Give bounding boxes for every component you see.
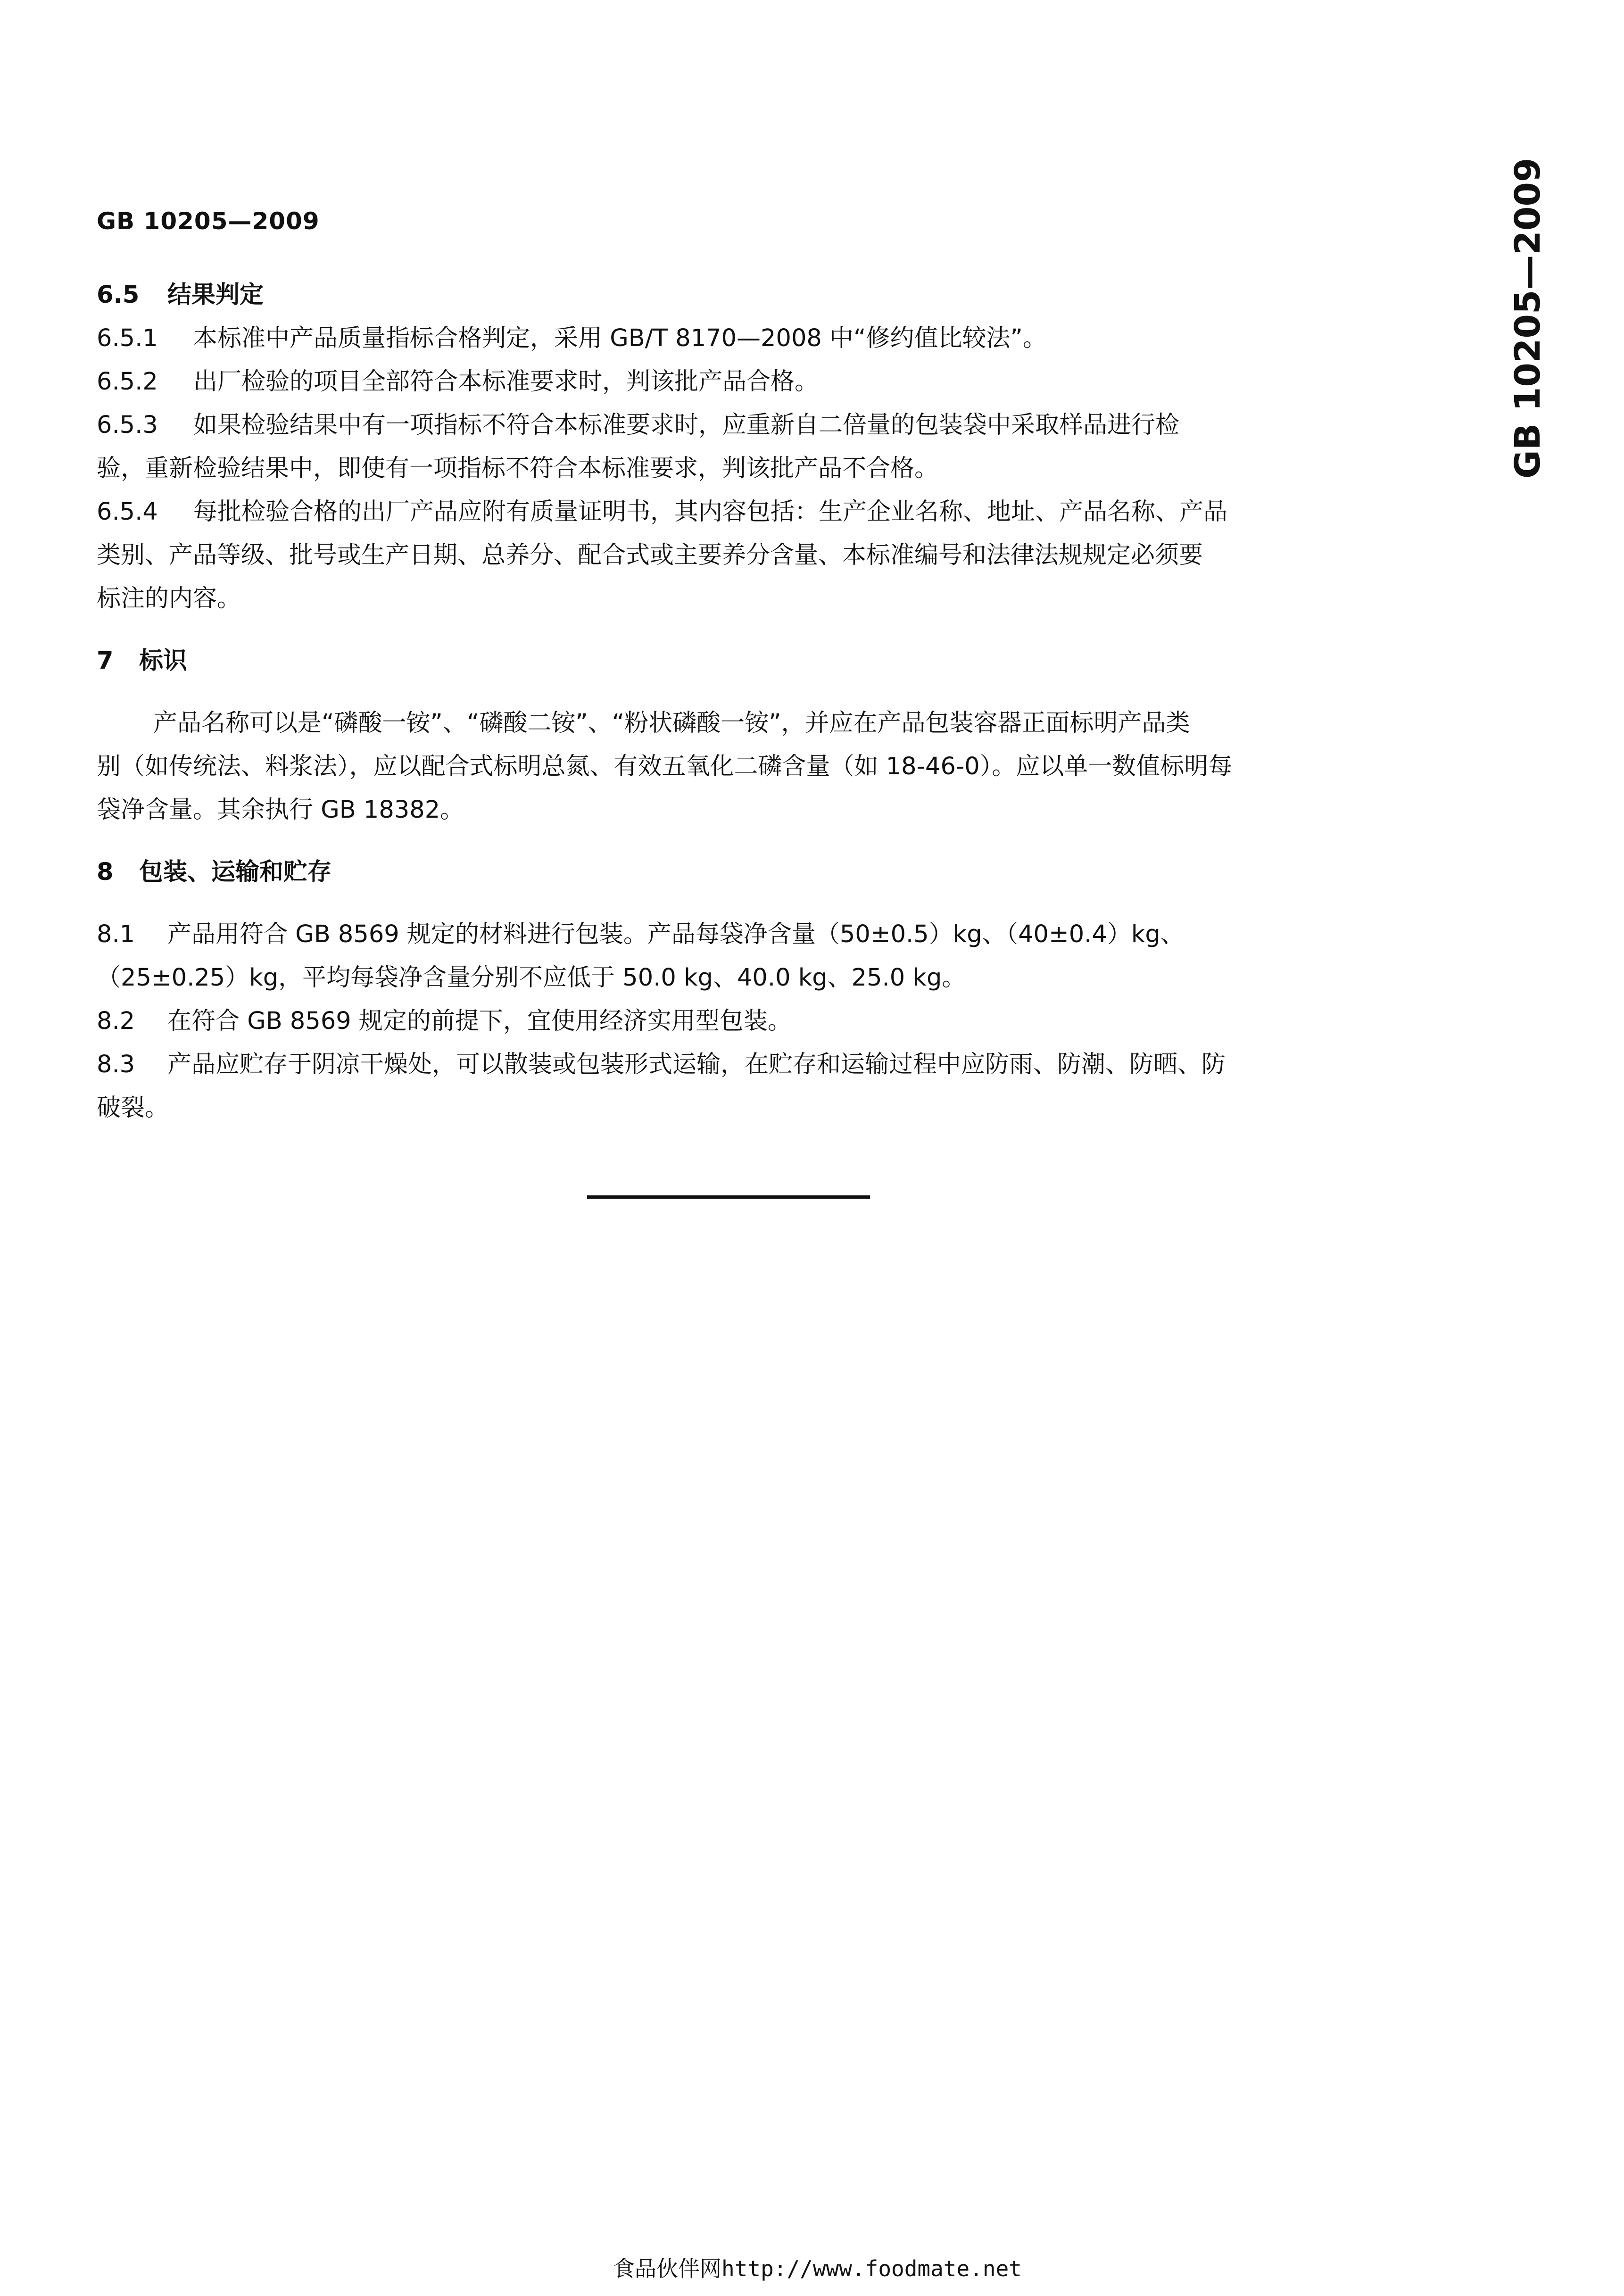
clause-text-line: 每批检验合格的出厂产品应附有质量证明书，其内容包括：生产企业名称、地址、产品名称、产品 [193, 498, 1228, 526]
clause-text-line: （25±0.25）kg，平均每袋净含量分别不应低于 50.0 kg、40.0 kg、25.0 kg。 [97, 964, 966, 992]
clause-text-line: 验，重新检验结果中，即使有一项指标不符合本标准要求，判该批产品不合格。 [97, 455, 939, 482]
footer-watermark: 食品伙伴网http://www.foodmate.net [613, 2256, 1022, 2281]
clause-8-3 [97, 1043, 1370, 1130]
clause-text-line: 产品应贮存于阴凉干燥处，可以散装或包装形式运输，在贮存和运输过程中应防雨、防潮、防晒、防 [167, 1051, 1226, 1078]
clause-number: 8.2 [97, 1007, 135, 1035]
paragraph-line: 别（如传统法、料浆法），应以配合式标明总氮、有效五氧化二磷含量（如 18-46-0）。应以单一数值标明每 [97, 753, 1233, 780]
section-title: 标识 [139, 647, 188, 675]
clause-number: 6.5.2 [97, 368, 158, 396]
document-body [97, 274, 1370, 1130]
end-of-document-rule [587, 1195, 870, 1199]
section-number: 7 [97, 647, 114, 675]
clause-text-line: 破裂。 [97, 1094, 169, 1122]
section-title: 包装、运输和贮存 [139, 858, 332, 886]
clause-number: 6.5.4 [97, 498, 158, 526]
clause-number: 6.5.3 [97, 411, 158, 439]
clause-text-line: 产品用符合 GB 8569 规定的材料进行包装。产品每袋净含量（50±0.5）kg、（40±0.4）kg、 [167, 920, 1185, 948]
clause-text-line: 类别、产品等级、批号或生产日期、总养分、配合式或主要养分含量、本标准编号和法律法规规定必须要 [97, 541, 1203, 569]
clause-text-line: 标注的内容。 [97, 585, 241, 613]
clause-6-5-1 [97, 317, 1370, 360]
paragraph-line: 产品名称可以是“磷酸一铵”、“磷酸二铵”、“粉状磷酸一铵”，并应在产品包装容器正面标明产品类 [153, 709, 1190, 737]
side-document-code: GB 10205—2009 [1508, 157, 1548, 479]
clause-text: 在符合 GB 8569 规定的前提下，宜使用经济实用型包装。 [167, 1007, 792, 1035]
clause-8-2 [97, 1000, 1370, 1043]
clause-number: 8.1 [97, 920, 135, 948]
section-number: 6.5 [97, 281, 140, 309]
document-code-header: GB 10205—2009 [97, 207, 320, 235]
section-7-paragraph [97, 702, 1370, 832]
clause-text: 出厂检验的项目全部符合本标准要求时，判该批产品合格。 [193, 368, 819, 396]
clause-text: 本标准中产品质量指标合格判定，采用 GB/T 8170—2008 中“修约值比较法”。 [193, 324, 1047, 352]
section-6-5-heading [97, 274, 1370, 317]
clause-number: 8.3 [97, 1051, 135, 1078]
clause-8-1 [97, 913, 1370, 1000]
clause-6-5-4 [97, 490, 1370, 621]
section-7-heading [97, 639, 1370, 683]
clause-6-5-2 [97, 360, 1370, 404]
clause-6-5-3 [97, 404, 1370, 490]
section-title: 结果判定 [167, 281, 264, 309]
section-8-heading [97, 851, 1370, 894]
clause-number: 6.5.1 [97, 324, 158, 352]
clause-text-line: 如果检验结果中有一项指标不符合本标准要求时，应重新自二倍量的包装袋中采取样品进行检 [193, 411, 1180, 439]
section-number: 8 [97, 858, 114, 886]
paragraph-line: 袋净含量。其余执行 GB 18382。 [97, 796, 464, 824]
